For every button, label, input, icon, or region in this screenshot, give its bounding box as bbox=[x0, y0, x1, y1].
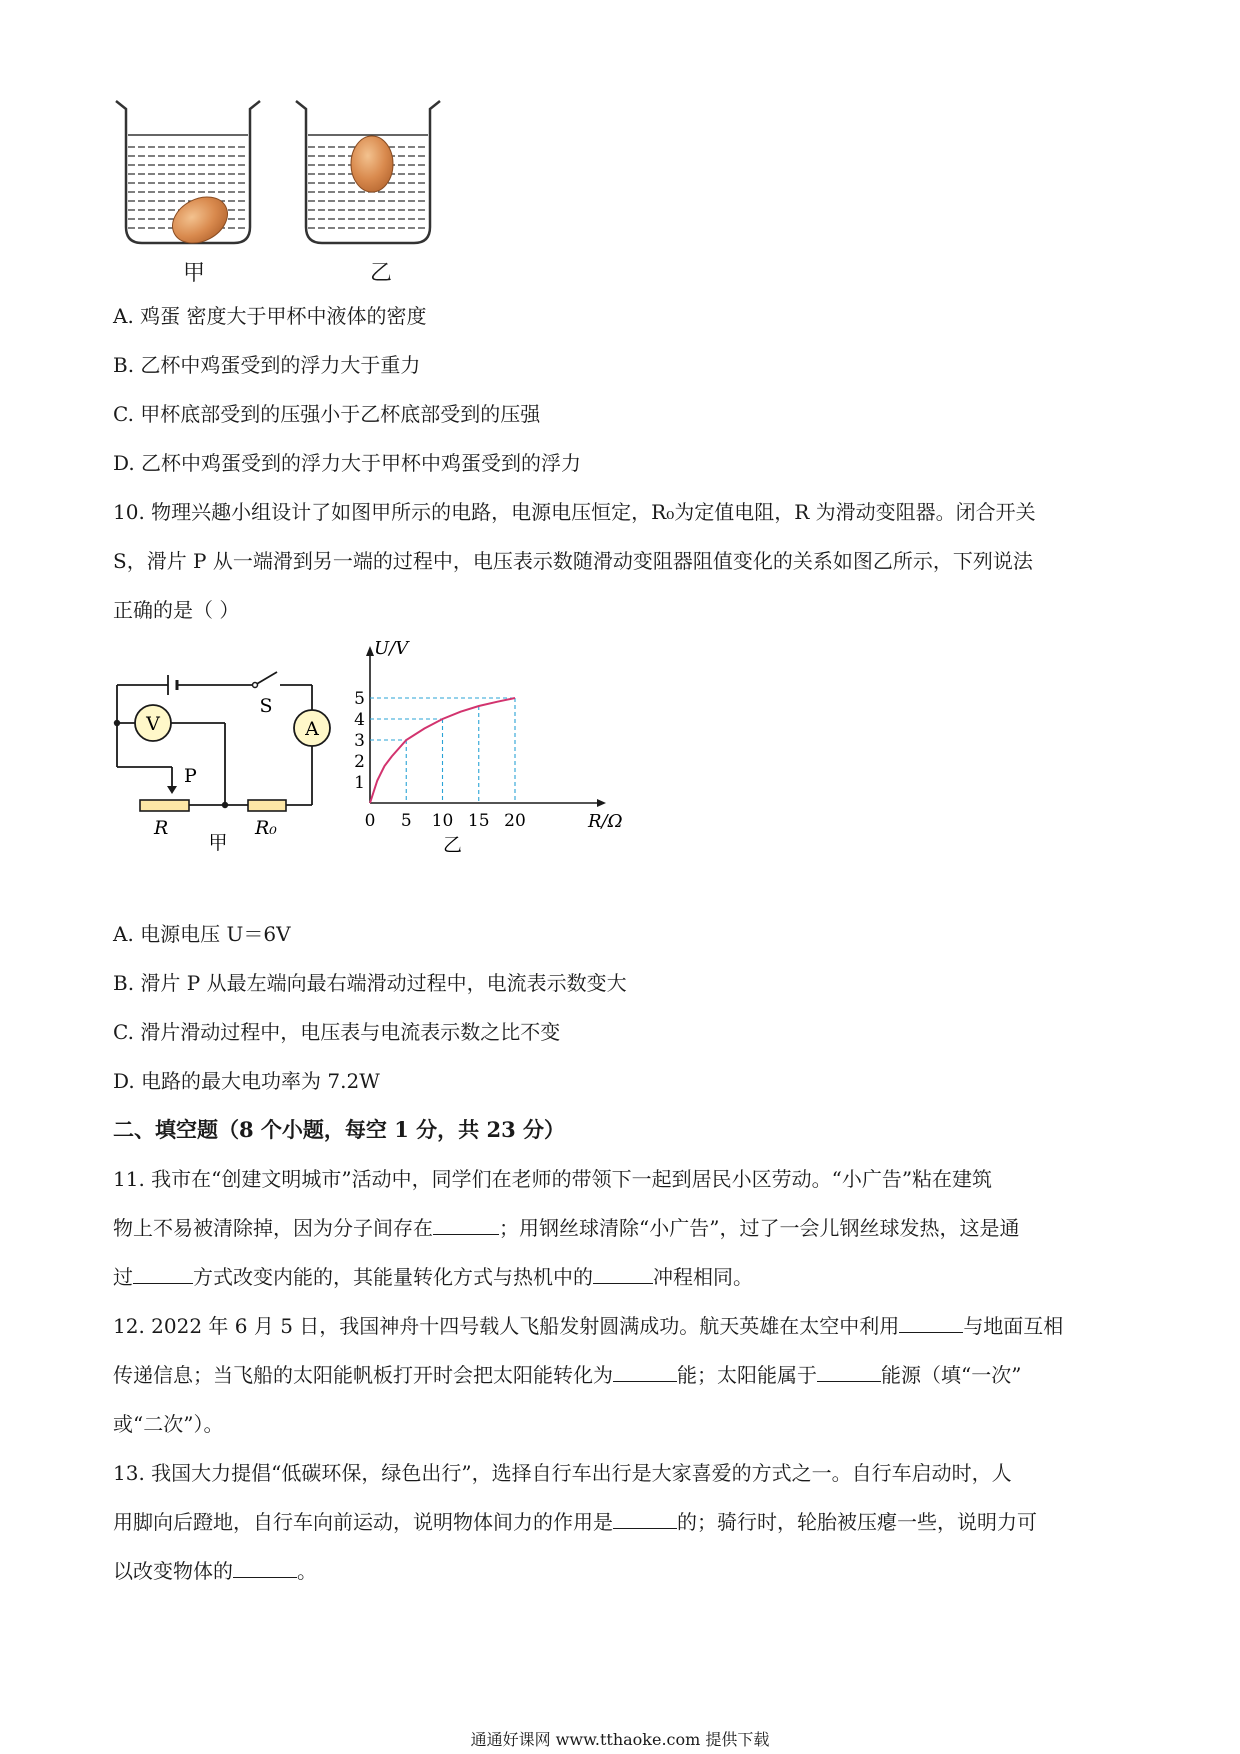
q10-line3: 正确的是（ ） bbox=[113, 598, 240, 622]
q9-option-a: A. 鸡蛋 密度大于甲杯中液体的密度 bbox=[113, 304, 427, 328]
slider-label: P bbox=[184, 765, 197, 787]
y-axis-label: U/V bbox=[374, 640, 409, 659]
q11-line2 bbox=[113, 1214, 1019, 1242]
section2-heading: 二、填空题（8 个小题，每空 1 分，共 23 分） bbox=[113, 1117, 566, 1142]
q11-text-3a: 过 bbox=[113, 1265, 133, 1289]
q11-text-2a: 物上不易被清除掉，因为分子间存在 bbox=[113, 1216, 433, 1240]
y-axis-arrow bbox=[366, 646, 374, 656]
ammeter-label: A bbox=[305, 718, 319, 740]
u-r-chart bbox=[350, 640, 640, 855]
q11-blank-1[interactable] bbox=[433, 1216, 499, 1235]
x-tick-label-15: 15 bbox=[467, 811, 490, 831]
x-tick-label-10: 10 bbox=[431, 811, 454, 831]
y-tick-label-4: 4 bbox=[354, 710, 365, 730]
q10-option-d: D. 电路的最大电功率为 7.2W bbox=[113, 1069, 380, 1093]
x-tick-label-20: 20 bbox=[504, 811, 526, 831]
q12-text-2b: 能；太阳能属于 bbox=[677, 1363, 817, 1387]
q12-blank-1[interactable] bbox=[899, 1314, 963, 1333]
q11-text-2b: ；用钢丝球清除“小广告”，过了一会儿钢丝球发热，这是通 bbox=[499, 1216, 1020, 1240]
y-tick-label-2: 2 bbox=[354, 752, 365, 772]
q10-option-b: B. 滑片 P 从最左端向最右端滑动过程中，电流表示数变大 bbox=[113, 971, 627, 995]
q11-text-3b: 方式改变内能的，其能量转化方式与热机中的 bbox=[193, 1265, 593, 1289]
q13-line1: 13. 我国大力提倡“低碳环保，绿色出行”，选择自行车出行是大家喜爱的方式之一。自行车启动时，人 bbox=[113, 1461, 1012, 1485]
origin-label: 0 bbox=[364, 811, 376, 831]
x-axis-arrow bbox=[597, 799, 606, 807]
q9-option-b: B. 乙杯中鸡蛋受到的浮力大于重力 bbox=[113, 353, 421, 377]
voltmeter-label: V bbox=[146, 713, 160, 735]
fixed-resistor bbox=[248, 800, 286, 811]
q11-text-3c: 冲程相同。 bbox=[653, 1265, 753, 1289]
q12-line2 bbox=[113, 1361, 1021, 1389]
q13-line3 bbox=[113, 1557, 317, 1585]
q13-blank-1[interactable] bbox=[613, 1510, 677, 1529]
q11-line3 bbox=[113, 1263, 753, 1291]
y-tick-label-1: 1 bbox=[354, 773, 365, 793]
resistor-label: R₀ bbox=[255, 817, 277, 839]
q12-text-1b: 与地面互相 bbox=[963, 1314, 1064, 1338]
q9-option-c: C. 甲杯底部受到的压强小于乙杯底部受到的压强 bbox=[113, 402, 541, 426]
circuit-diagram bbox=[105, 650, 345, 860]
chart-figure-label: 乙 bbox=[442, 834, 463, 855]
beaker-right-label: 乙 bbox=[370, 261, 393, 286]
q12-text-2c: 能源（填“一次” bbox=[881, 1363, 1022, 1387]
circuit-figure-label: 甲 bbox=[208, 832, 228, 854]
q10-option-c: C. 滑片滑动过程中，电压表与电流表示数之比不变 bbox=[113, 1020, 561, 1044]
beaker-left bbox=[116, 101, 260, 252]
q12-blank-2[interactable] bbox=[613, 1363, 677, 1382]
q13-text-3a: 以改变物体的 bbox=[113, 1559, 233, 1583]
switch-blade bbox=[255, 672, 277, 685]
q11-blank-2[interactable] bbox=[133, 1265, 193, 1284]
q12-line1 bbox=[113, 1312, 1063, 1340]
q13-blank-2[interactable] bbox=[233, 1559, 297, 1578]
x-tick-label-5: 5 bbox=[400, 811, 412, 831]
q9-option-d: D. 乙杯中鸡蛋受到的浮力大于甲杯中鸡蛋受到的浮力 bbox=[113, 451, 582, 475]
beaker-right bbox=[296, 101, 440, 243]
x-axis-label: R/Ω bbox=[588, 811, 623, 832]
q11-line1: 11. 我市在“创建文明城市”活动中，同学们在老师的带领下一起到居民小区劳动。“小广告”粘在建筑 bbox=[113, 1167, 993, 1191]
q11-blank-3[interactable] bbox=[593, 1265, 653, 1284]
q12-blank-3[interactable] bbox=[817, 1363, 881, 1382]
q10-line2: S，滑片 P 从一端滑到另一端的过程中，电压表示数随滑动变阻器阻值变化的关系如图乙所示，下列说法 bbox=[113, 549, 1033, 573]
egg-right bbox=[351, 136, 393, 192]
page-footer: 通通好课网 www.tthaoke.com 提供下载 bbox=[470, 1730, 770, 1749]
beaker-left-label: 甲 bbox=[183, 261, 206, 286]
switch-label: S bbox=[259, 695, 273, 717]
beaker-figure bbox=[110, 95, 470, 255]
y-tick-label-5: 5 bbox=[354, 689, 365, 709]
q13-text-2b: 的；骑行时，轮胎被压瘪一些，说明力可 bbox=[677, 1510, 1037, 1534]
q12-text-1a: 12. 2022 年 6 月 5 日，我国神舟十四号载人飞船发射圆满成功。航天英雄在太空中利用 bbox=[113, 1314, 900, 1338]
rheostat-label: R bbox=[154, 817, 169, 839]
q13-text-3b: 。 bbox=[297, 1559, 317, 1583]
q13-line2 bbox=[113, 1508, 1037, 1536]
q12-text-2a: 传递信息；当飞船的太阳能帆板打开时会把太阳能转化为 bbox=[113, 1363, 613, 1387]
q10-option-a: A. 电源电压 U＝6V bbox=[113, 922, 291, 946]
q13-text-2a: 用脚向后蹬地，自行车向前运动，说明物体间力的作用是 bbox=[113, 1510, 613, 1534]
q12-line3: 或“二次”）。 bbox=[113, 1412, 224, 1436]
rheostat bbox=[140, 800, 189, 811]
y-tick-label-3: 3 bbox=[354, 731, 365, 751]
q10-line1: 10. 物理兴趣小组设计了如图甲所示的电路，电源电压恒定，R₀为定值电阻，R 为滑动变阻器。闭合开关 bbox=[113, 500, 1036, 524]
